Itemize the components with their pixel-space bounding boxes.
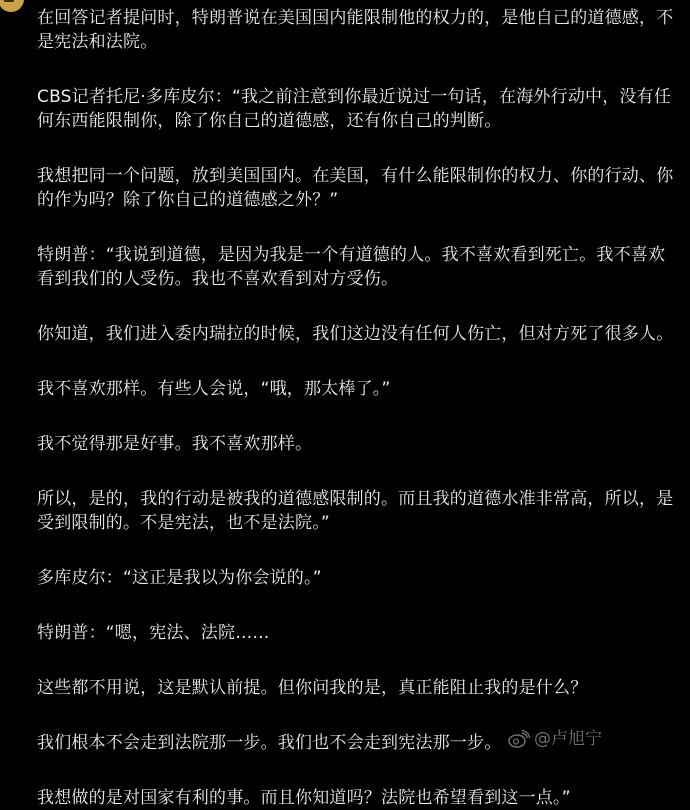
paragraph: 特朗普：“嗯，宪法、法院…… <box>37 623 270 643</box>
paragraph: 所以，是的，我的行动是被我的道德感限制的。而且我的道德水准非常高，所以，是受到限制的。不是宪法，也不是法院。” <box>37 489 674 533</box>
paragraph: CBS记者托尼·多库皮尔：“我之前注意到你最近说过一句话，在海外行动中，没有任何东西能限制你，除了你自己的道德感，还有你自己的判断。 <box>37 87 672 131</box>
paragraph: 多库皮尔：“这正是我以为你会说的。” <box>37 568 322 588</box>
paragraph: 我不觉得那是好事。我不喜欢那样。 <box>37 434 313 454</box>
watermark <box>508 729 602 749</box>
watermark-text: @卢旭宁 <box>534 729 602 749</box>
paragraph: 在回答记者提问时，特朗普说在美国国内能限制他的权力的，是他自己的道德感，不是宪法和法院。 <box>37 8 674 52</box>
paragraph: 你知道，我们进入委内瑞拉的时候，我们这边没有任何人伤亡，但对方死了很多人。 <box>37 324 674 344</box>
paragraph: 我不喜欢那样。有些人会说，“哦，那太棒了。” <box>37 379 391 399</box>
paragraph: 特朗普：“我说到道德，是因为我是一个有道德的人。我不喜欢看到死亡。我不喜欢看到我们的人受伤。我也不喜欢看到对方受伤。 <box>37 245 666 289</box>
avatar[interactable] <box>0 0 24 12</box>
paragraph: 我想把同一个问题，放到美国国内。在美国，有什么能限制你的权力、你的行动、你的作为吗？除了你自己的道德感之外？” <box>37 166 674 210</box>
weibo-icon <box>508 730 530 748</box>
post-body <box>37 6 675 810</box>
paragraph: 我们根本不会走到法院那一步。我们也不会走到宪法那一步。 <box>37 733 502 753</box>
paragraph: 这些都不用说，这是默认前提。但你问我的是，真正能阻止我的是什么？ <box>37 678 588 698</box>
paragraph: 我想做的是对国家有利的事。而且你知道吗？法院也希望看到这一点。” <box>37 788 571 808</box>
